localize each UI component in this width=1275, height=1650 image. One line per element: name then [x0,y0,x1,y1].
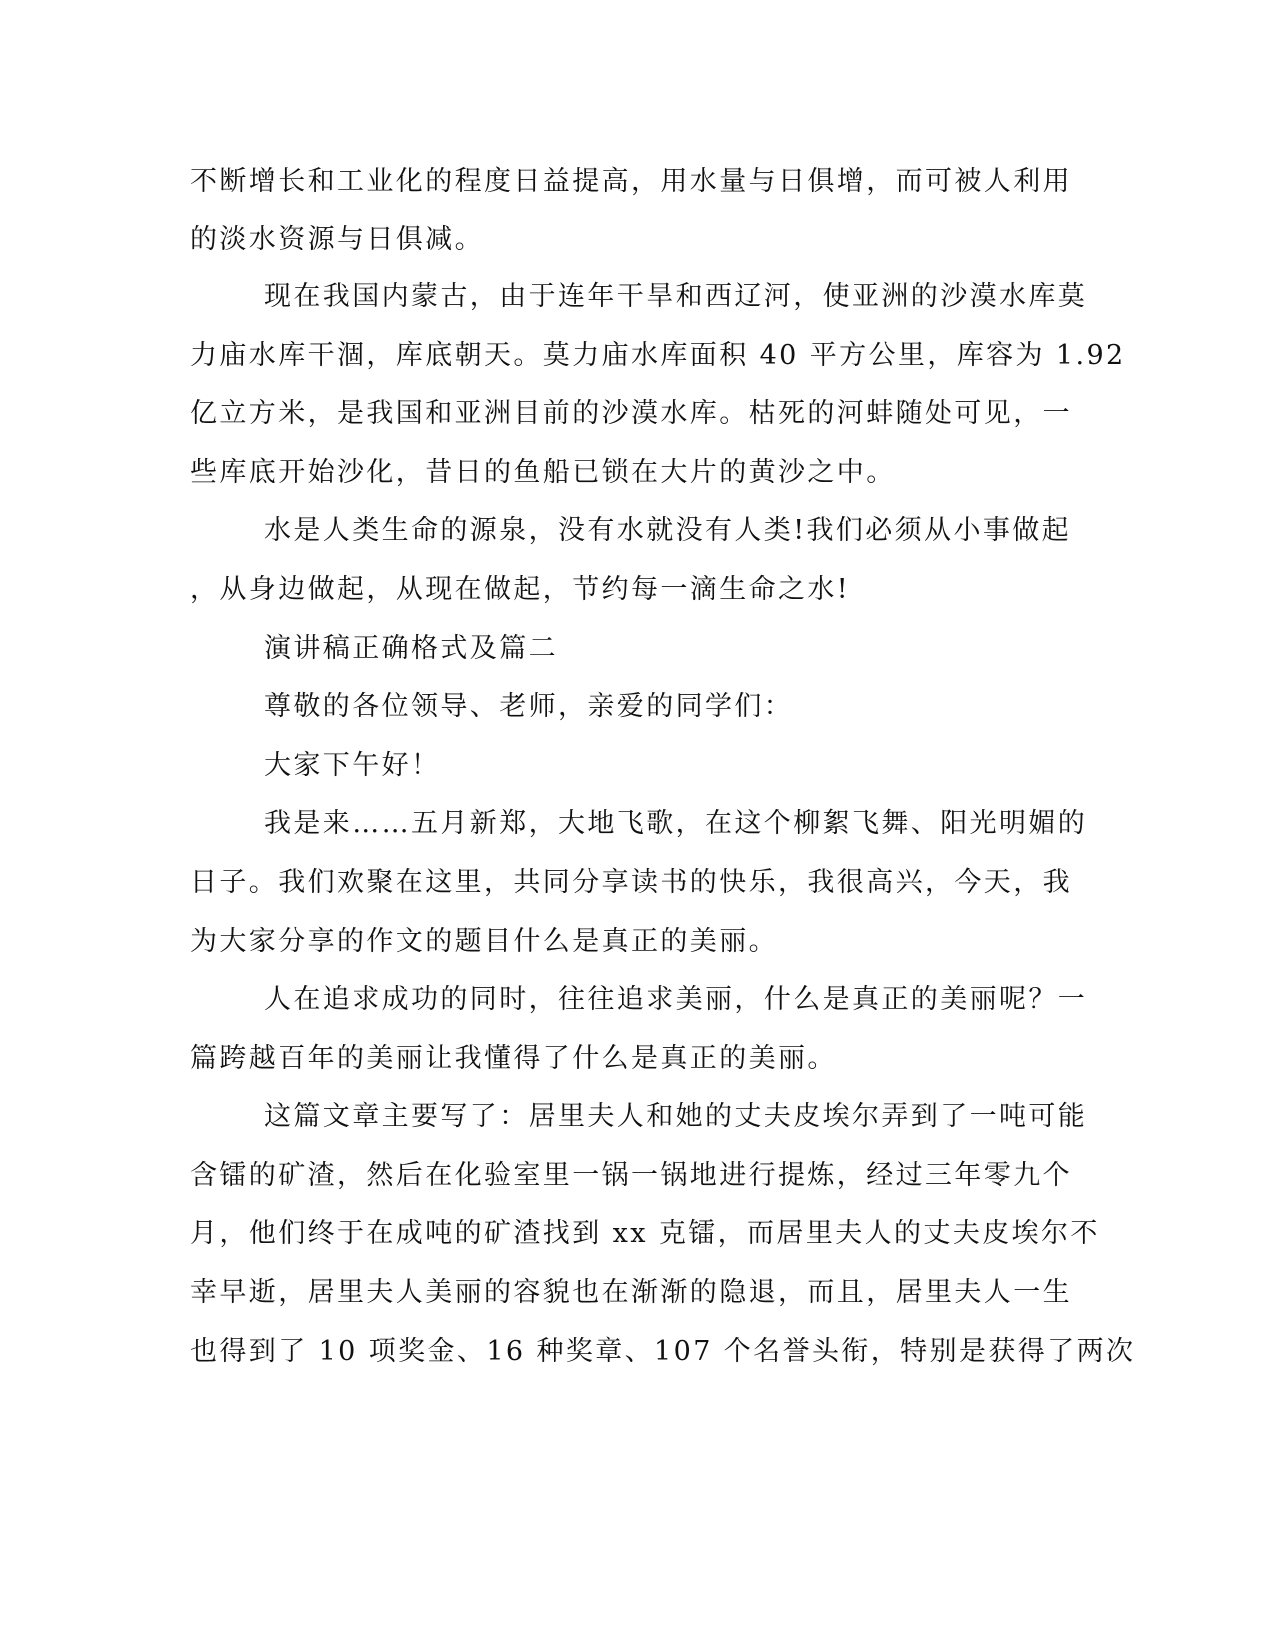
text-line: ，从身边做起，从现在做起，节约每一滴生命之水! [190,574,851,605]
text-line: 的淡水资源与日俱减。 [190,224,484,255]
text-line: 幸早逝，居里夫人美丽的容貌也在渐渐的隐退，而且，居里夫人一生 [190,1277,1072,1308]
text-line: 月，他们终于在成吨的矿渣找到 xx 克镭，而居里夫人的丈夫皮埃尔不 [190,1218,1100,1249]
text-line: 力庙水库干涸，库底朝天。莫力庙水库面积 40 平方公里，库容为 1.92 [190,340,1126,371]
text-line: 不断增长和工业化的程度日益提高，用水量与日俱增，而可被人利用 [190,166,1072,197]
paragraph-start-line: 人在追求成功的同时，往往追求美丽，什么是真正的美丽呢？一 [264,984,1088,1015]
greeting-line: 大家下午好！ [264,750,441,781]
text-line: 为大家分享的作文的题目什么是真正的美丽。 [190,926,778,957]
text-line: 日子。我们欢聚在这里，共同分享读书的快乐，我很高兴，今天，我 [190,867,1072,898]
salutation-line: 尊敬的各位领导、老师，亲爱的同学们： [264,691,794,722]
section-heading: 演讲稿正确格式及篇二 [264,633,558,664]
text-line: 些库底开始沙化，昔日的鱼船已锁在大片的黄沙之中。 [190,457,896,488]
text-line: 篇跨越百年的美丽让我懂得了什么是真正的美丽。 [190,1043,837,1074]
text-line: 含镭的矿渣，然后在化验室里一锅一锅地进行提炼，经过三年零九个 [190,1160,1072,1191]
paragraph-start-line: 这篇文章主要写了：居里夫人和她的丈夫皮埃尔弄到了一吨可能 [264,1101,1088,1132]
paragraph-start-line: 现在我国内蒙古，由于连年干旱和西辽河，使亚洲的沙漠水库莫 [264,281,1088,312]
paragraph-start-line: 水是人类生命的源泉，没有水就没有人类!我们必须从小事做起 [264,515,1072,546]
text-line: 也得到了 10 项奖金、16 种奖章、107 个名誉头衔，特别是获得了两次 [190,1336,1136,1367]
text-line: 亿立方米，是我国和亚洲目前的沙漠水库。枯死的河蚌随处可见，一 [190,398,1072,429]
paragraph-start-line: 我是来……五月新郑，大地飞歌，在这个柳絮飞舞、阳光明媚的 [264,808,1088,839]
